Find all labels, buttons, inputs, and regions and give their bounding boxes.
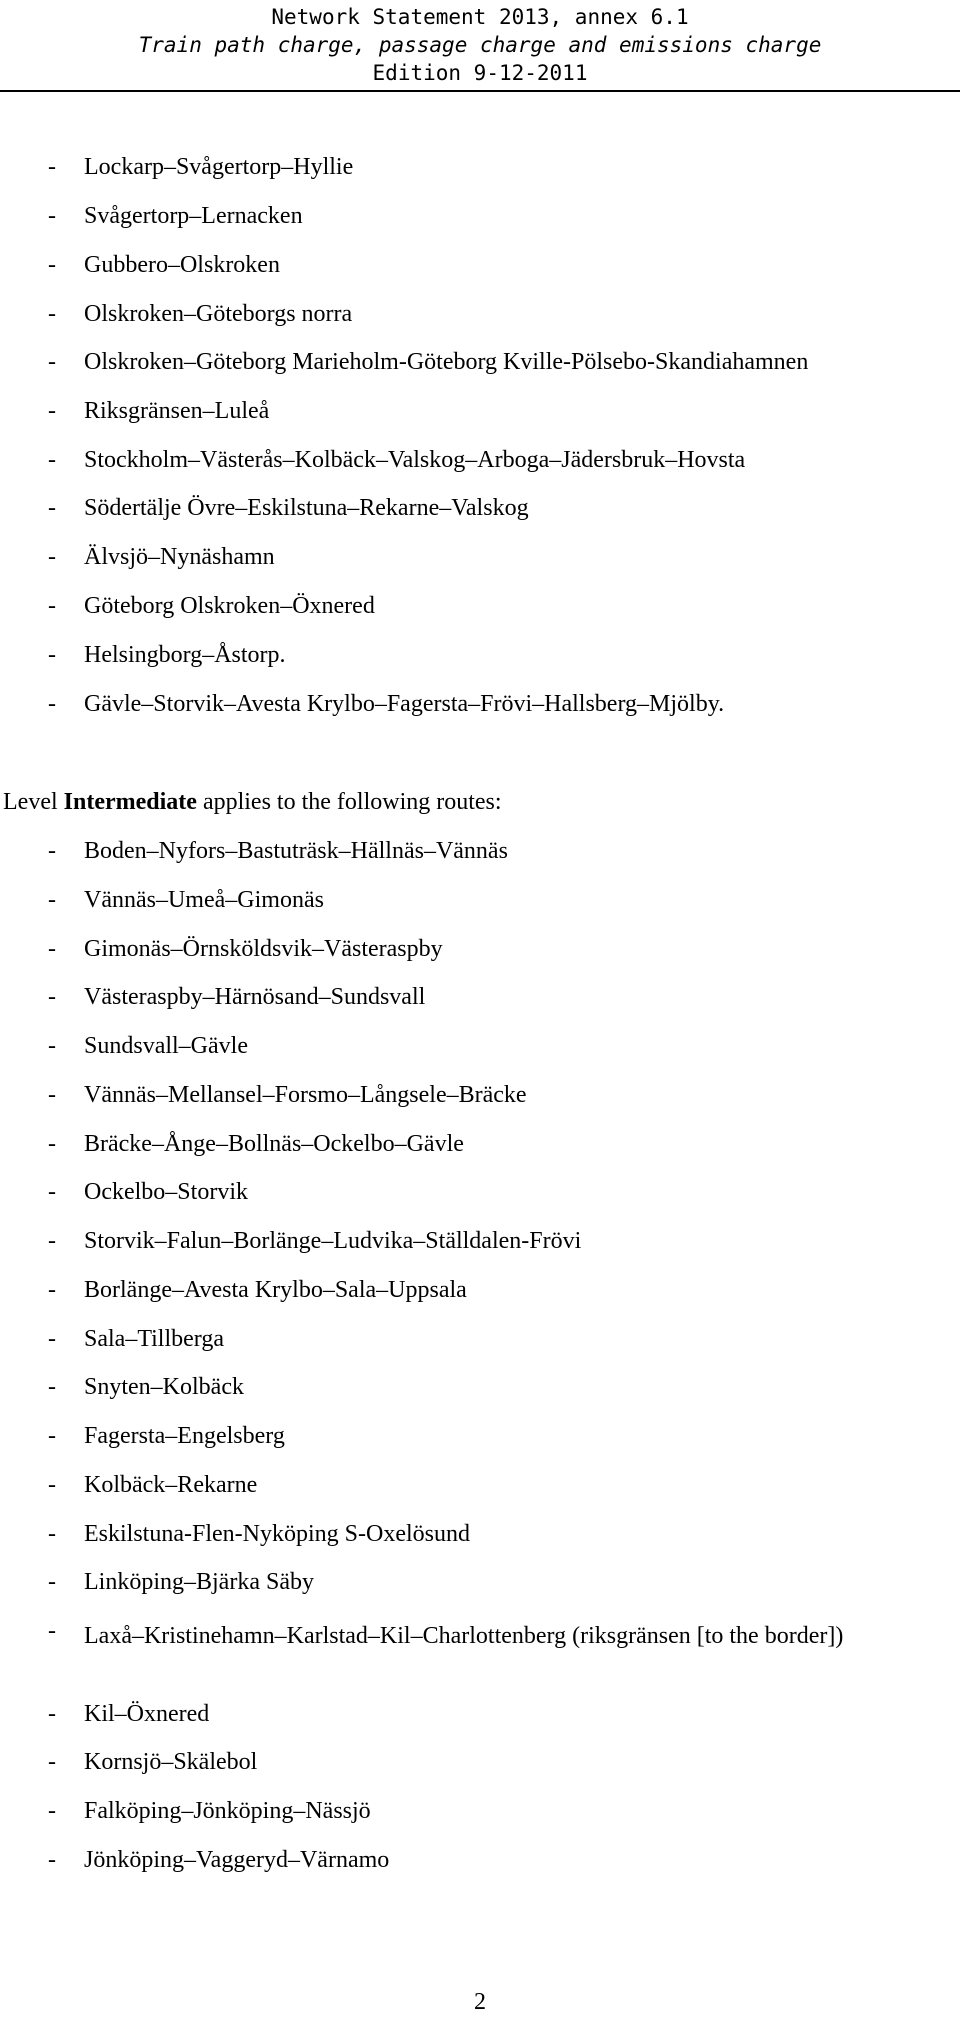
list-dash: -	[48, 1521, 56, 1547]
route-text: Borlänge–Avesta Krylbo–Sala–Uppsala	[84, 1277, 467, 1303]
route-text: Laxå–Kristinehamn–Karlstad–Kil–Charlottenberg (riksgränsen [to the border])	[84, 1623, 844, 1649]
route-text: Vännäs–Mellansel–Forsmo–Långsele–Bräcke	[84, 1082, 527, 1108]
list-dash: -	[48, 1847, 56, 1873]
list-dash: -	[48, 1374, 56, 1400]
list-dash: -	[48, 1701, 56, 1727]
list-dash: -	[48, 1618, 56, 1644]
route-text: Gubbero–Olskroken	[84, 252, 280, 278]
list-dash: -	[48, 1277, 56, 1303]
list-dash: -	[48, 838, 56, 864]
route-text: Boden–Nyfors–Bastuträsk–Hällnäs–Vännäs	[84, 838, 508, 864]
list-dash: -	[48, 1228, 56, 1254]
route-text: Lockarp–Svågertorp–Hyllie	[84, 154, 354, 180]
list-dash: -	[48, 1569, 56, 1595]
route-text: Bräcke–Ånge–Bollnäs–Ockelbo–Gävle	[84, 1131, 464, 1157]
route-text: Eskilstuna-Flen-Nyköping S-Oxelösund	[84, 1521, 470, 1547]
intro-before: Level	[3, 789, 64, 815]
list-dash: -	[48, 642, 56, 668]
list-dash: -	[48, 1326, 56, 1352]
route-text: Riksgränsen–Luleå	[84, 398, 270, 424]
page-header	[0, 0, 960, 92]
route-text: Gimonäs–Örnsköldsvik–Västeraspby	[84, 936, 443, 962]
route-text: Gävle–Storvik–Avesta Krylbo–Fagersta–Frövi–Hallsberg–Mjölby.	[84, 691, 725, 717]
header-title: Network Statement 2013, annex 6.1	[271, 5, 689, 29]
list-dash: -	[48, 936, 56, 962]
list-dash: -	[48, 495, 56, 521]
list-dash: -	[48, 154, 56, 180]
route-text: Helsingborg–Åstorp.	[84, 642, 286, 668]
route-text: Älvsjö–Nynäshamn	[84, 544, 275, 570]
list-dash: -	[48, 691, 56, 717]
list-dash: -	[48, 544, 56, 570]
list-dash: -	[48, 1033, 56, 1059]
route-text: Kolbäck–Rekarne	[84, 1472, 258, 1498]
list-dash: -	[48, 1749, 56, 1775]
page-number: 2	[474, 1989, 486, 2015]
list-dash: -	[48, 203, 56, 229]
route-text: Västeraspby–Härnösand–Sundsvall	[84, 984, 426, 1010]
header-edition: Edition 9-12-2011	[372, 61, 588, 85]
route-text: Stockholm–Västerås–Kolbäck–Valskog–Arboga–Jädersbruk–Hovsta	[84, 447, 746, 473]
route-text: Kornsjö–Skälebol	[84, 1749, 258, 1775]
route-text: Falköping–Jönköping–Nässjö	[84, 1798, 371, 1824]
list-dash: -	[48, 252, 56, 278]
intermediate-intro	[3, 788, 502, 816]
route-text: Göteborg Olskroken–Öxnered	[84, 593, 375, 619]
intro-after: applies to the following routes:	[196, 789, 502, 815]
header-subtitle: Train path charge, passage charge and emissions charge	[138, 33, 822, 57]
list-dash: -	[48, 349, 56, 375]
list-dash: -	[48, 301, 56, 327]
route-text: Storvik–Falun–Borlänge–Ludvika–Ställdalen-Frövi	[84, 1228, 582, 1254]
list-dash: -	[48, 447, 56, 473]
list-dash: -	[48, 1179, 56, 1205]
route-text: Vännäs–Umeå–Gimonäs	[84, 887, 324, 913]
route-text: Sala–Tillberga	[84, 1326, 225, 1352]
list-dash: -	[48, 1082, 56, 1108]
route-text: Snyten–Kolbäck	[84, 1374, 244, 1400]
list-dash: -	[48, 887, 56, 913]
list-dash: -	[48, 984, 56, 1010]
route-text: Olskroken–Göteborgs norra	[84, 301, 353, 327]
list-dash: -	[48, 1472, 56, 1498]
list-dash: -	[48, 1423, 56, 1449]
list-dash: -	[48, 398, 56, 424]
list-dash: -	[48, 593, 56, 619]
route-text: Sundsvall–Gävle	[84, 1033, 248, 1059]
route-text: Svågertorp–Lernacken	[84, 203, 303, 229]
route-text: Kil–Öxnered	[84, 1701, 210, 1727]
list-dash: -	[48, 1131, 56, 1157]
route-text: Fagersta–Engelsberg	[84, 1423, 285, 1449]
list-dash: -	[48, 1798, 56, 1824]
route-text: Olskroken–Göteborg Marieholm-Göteborg Kville-Pölsebo-Skandiahamnen	[84, 349, 809, 375]
route-text: Linköping–Bjärka Säby	[84, 1569, 314, 1595]
route-text: Ockelbo–Storvik	[84, 1179, 248, 1205]
route-text: Jönköping–Vaggeryd–Värnamo	[84, 1847, 390, 1873]
route-text: Södertälje Övre–Eskilstuna–Rekarne–Valskog	[84, 495, 529, 521]
level-name: Intermediate	[63, 789, 197, 815]
